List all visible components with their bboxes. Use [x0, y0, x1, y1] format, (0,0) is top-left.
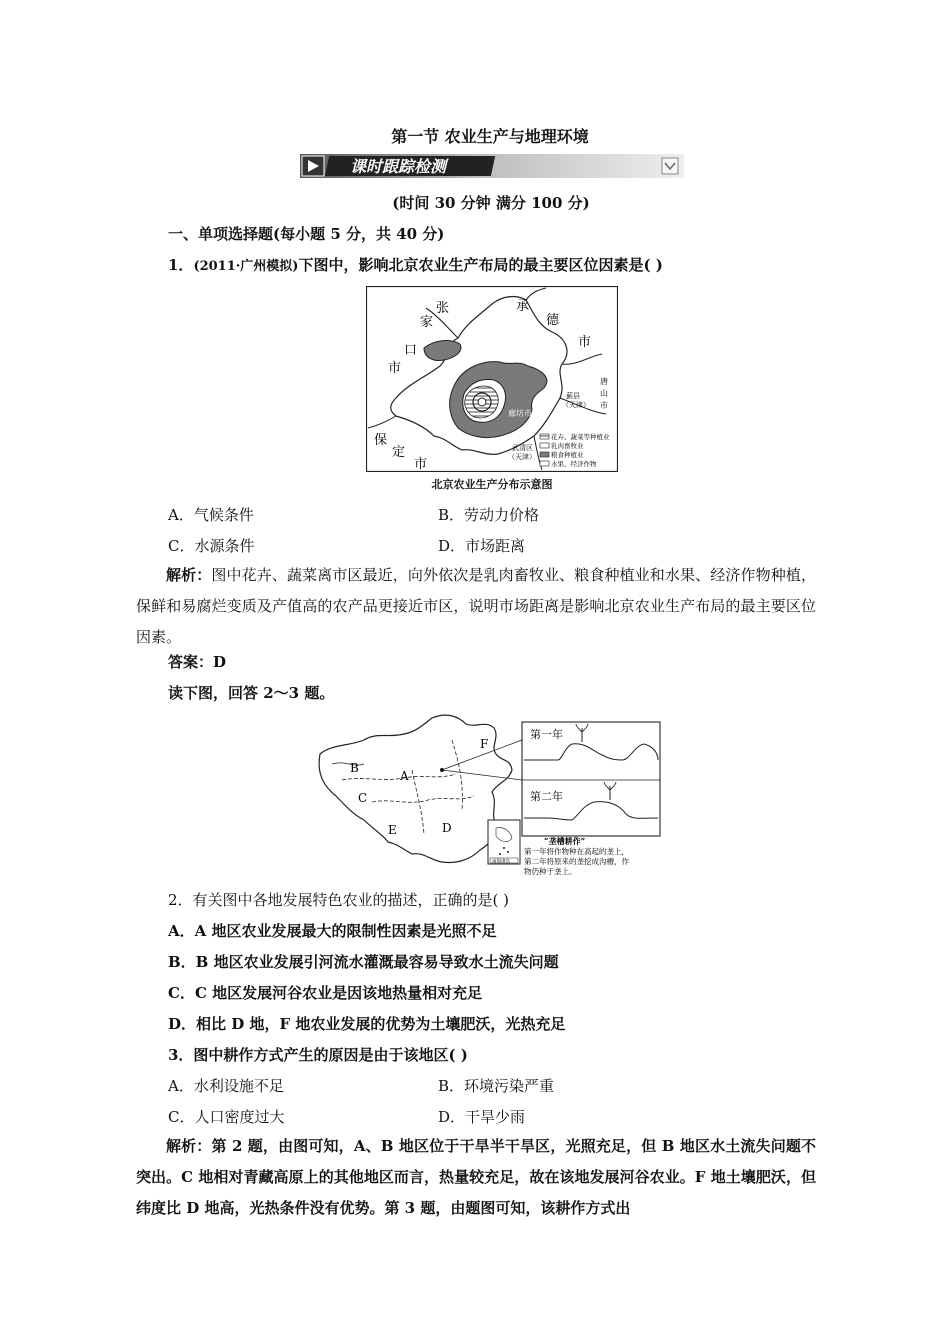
beijing-agriculture-map [366, 286, 618, 472]
q3-option-a: A．水利设施不足 [168, 1077, 284, 1095]
map-label: 定 [392, 445, 406, 460]
map-label: 家 [420, 315, 434, 330]
map-label: 市 [388, 361, 402, 376]
region-letter-e: E [388, 823, 397, 837]
question-1 [168, 255, 663, 277]
q3-option-d: D．干旱少雨 [438, 1108, 526, 1126]
map-label: 山 [600, 389, 608, 398]
method-desc: 第二年将原来的垄挖成沟槽，作 [524, 857, 629, 866]
option-a: A．气候条件 [168, 506, 254, 524]
region-letter-d: D [442, 821, 452, 835]
question-source: (2011·广州模拟) [193, 259, 299, 274]
option-c: C．水源条件 [168, 537, 255, 555]
year2-label: 第二年 [530, 790, 563, 803]
page-title: 第一节 农业生产与地理环境 [391, 127, 589, 146]
analysis-label: 解析： [166, 1137, 212, 1155]
map-label: 德 [546, 313, 560, 328]
q2-option-c: C．C 地区发展河谷农业是因该地热量相对充足 [168, 984, 483, 1002]
map-label: （天津） [562, 401, 590, 409]
analysis-text: 图中花卉、蔬菜离市区最近，向外依次是乳肉畜牧业、粮食种植业和水果、经济作物种植，保鲜和易腐烂变质及产值高的农产品更接近市区，说明市场距离是影响北京农业生产布局的最主要区位因素。 [136, 566, 816, 646]
answer-label: 答案： [168, 653, 214, 671]
region-letter-f: F [480, 737, 489, 751]
map-label: 保 [374, 433, 388, 448]
section-heading: 一、单项选择题(每小题 5 分，共 40 分) [168, 225, 445, 243]
option-b: B．劳动力价格 [438, 506, 540, 524]
question-2: 2．有关图中各地发展特色农业的描述，正确的是( ) [168, 891, 510, 909]
map-label: 市 [414, 457, 428, 472]
question-3: 3．图中耕作方式产生的原因是由于该地区( ) [168, 1046, 468, 1064]
map-label: 蓟县 [566, 392, 580, 400]
region-letter-a: A [400, 769, 409, 783]
china-map-figure [312, 710, 662, 885]
q3-option-c: C．人口密度过大 [168, 1108, 285, 1126]
method-title: “垄槽耕作” [544, 836, 586, 846]
region-letter-c: C [358, 791, 368, 805]
q2-option-d: D．相比 D 地，F 地农业发展的优势为土壤肥沃，光热充足 [168, 1015, 566, 1033]
read-prompt: 读下图，回答 2～3 题。 [168, 684, 335, 702]
section-banner [300, 152, 684, 180]
figure-caption: 北京农业生产分布示意图 [431, 478, 553, 491]
map-label: 张 [436, 301, 450, 316]
method-desc: 物仍种于垄上。 [524, 867, 577, 876]
option-d: D．市场距离 [438, 537, 526, 555]
time-limit: (时间 30 分钟 满分 100 分) [392, 194, 590, 212]
method-desc: 第一年将作物种在高起的垄上， [524, 847, 629, 856]
svg-text:乳肉畜牧业: 乳肉畜牧业 [551, 442, 584, 450]
map-label: 武清区 [512, 444, 533, 452]
region-letter-b: B [350, 761, 359, 775]
svg-text:花卉、蔬菜等种植业: 花卉、蔬菜等种植业 [551, 433, 610, 441]
map-label: 承 [516, 299, 530, 314]
map-label: （天津） [508, 453, 536, 461]
analysis-2 [136, 1131, 816, 1224]
map-label: 唐 [600, 377, 608, 386]
banner-text: 课时跟踪检测 [350, 157, 447, 176]
q3-option-b: B．环境污染严重 [438, 1077, 555, 1095]
map-label: 市 [600, 401, 608, 410]
svg-text:粮食种植业: 粮食种植业 [551, 451, 584, 459]
map-label: 廊坊市 [508, 409, 532, 418]
analysis-text: 第 2 题，由图可知，A、B 地区位于干旱半干旱区，光照充足，但 B 地区水土流失问题不突出。C 地相对青藏高原上的其他地区而言，热量较充足，故在该地发展河谷农业。F 地土壤肥沃，但纬度比 D 地高，光热条件没有优势。第 3 题，由题图可知，该耕作方式出 [136, 1137, 816, 1217]
inset-label: 南海诸岛 [492, 859, 510, 865]
map-label: 口 [404, 343, 418, 358]
q2-option-a: A．A 地区农业发展最大的限制性因素是光照不足 [168, 922, 497, 940]
analysis-label: 解析： [166, 566, 212, 584]
answer-1 [168, 652, 226, 672]
year1-label: 第一年 [530, 728, 563, 741]
question-text: 下图中，影响北京农业生产布局的最主要区位因素是( ) [298, 256, 663, 274]
svg-text:水果、经济作物: 水果、经济作物 [551, 460, 597, 468]
map-label: 市 [578, 335, 592, 350]
answer-value: D [213, 653, 227, 671]
analysis-1 [136, 560, 816, 653]
q2-option-b: B．B 地区农业发展引河流水灌溉最容易导致水土流失问题 [168, 953, 559, 971]
question-number: 1． [168, 256, 194, 274]
